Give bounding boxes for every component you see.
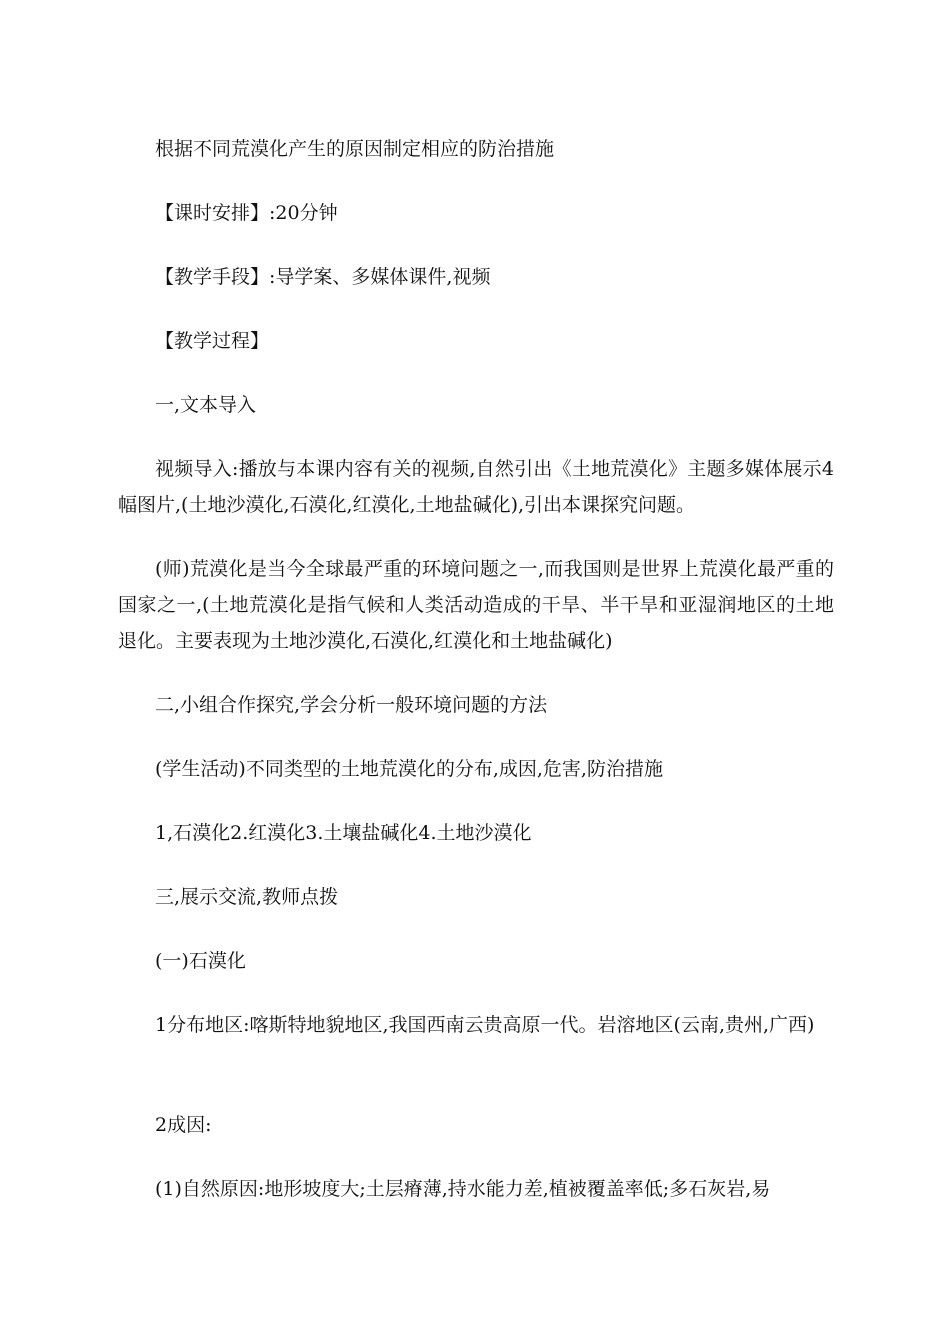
paragraph-distribution: 1分布地区:喀斯特地貌地区,我国西南云贵高原一代。岩溶地区(云南,贵州,广西) [155,1014,815,1036]
paragraph-teacher: (师)荒漠化是当今全球最严重的环境问题之一,而我国则是世界上荒漠化最严重的国家之一,(土地荒漠化是指气候和人类活动造成的干旱、半干旱和亚湿润地区的土地退化。主要表现为土地沙漠化,石漠化,红漠化和土地盐碱化) [118,558,834,652]
paragraph-measures: 根据不同荒漠化产生的原因制定相应的防治措施 [155,138,555,160]
paragraph-class-time: 【课时安排】:20分钟 [155,202,338,224]
paragraph-causes: 2成因: [155,1114,212,1136]
paragraph-student-activity: (学生活动)不同类型的土地荒漠化的分布,成因,危害,防治措施 [155,758,663,780]
paragraph-types-list: 1,石漠化2.红漠化3.土壤盐碱化4.土地沙漠化 [155,822,532,844]
paragraph-natural-causes: (1)自然原因:地形坡度大;土层瘠薄,持水能力差,植被覆盖率低;多石灰岩,易 [155,1178,771,1200]
heading-section-three: 三,展示交流,教师点拨 [155,886,339,908]
heading-rock-desertification: (一)石漠化 [155,950,246,972]
paragraph-video-intro: 视频导入:播放与本课内容有关的视频,自然引出《土地荒漠化》主题多媒体展示4幅图片,(土地沙漠化,石漠化,红漠化,土地盐碱化),引出本课探究问题。 [118,458,834,516]
heading-section-two: 二,小组合作探究,学会分析一般环境问题的方法 [155,694,548,716]
paragraph-teaching-means: 【教学手段】:导学案、多媒体课件,视频 [155,266,491,288]
paragraph-teaching-process: 【教学过程】 [155,330,270,352]
heading-section-one: 一,文本导入 [155,394,257,416]
